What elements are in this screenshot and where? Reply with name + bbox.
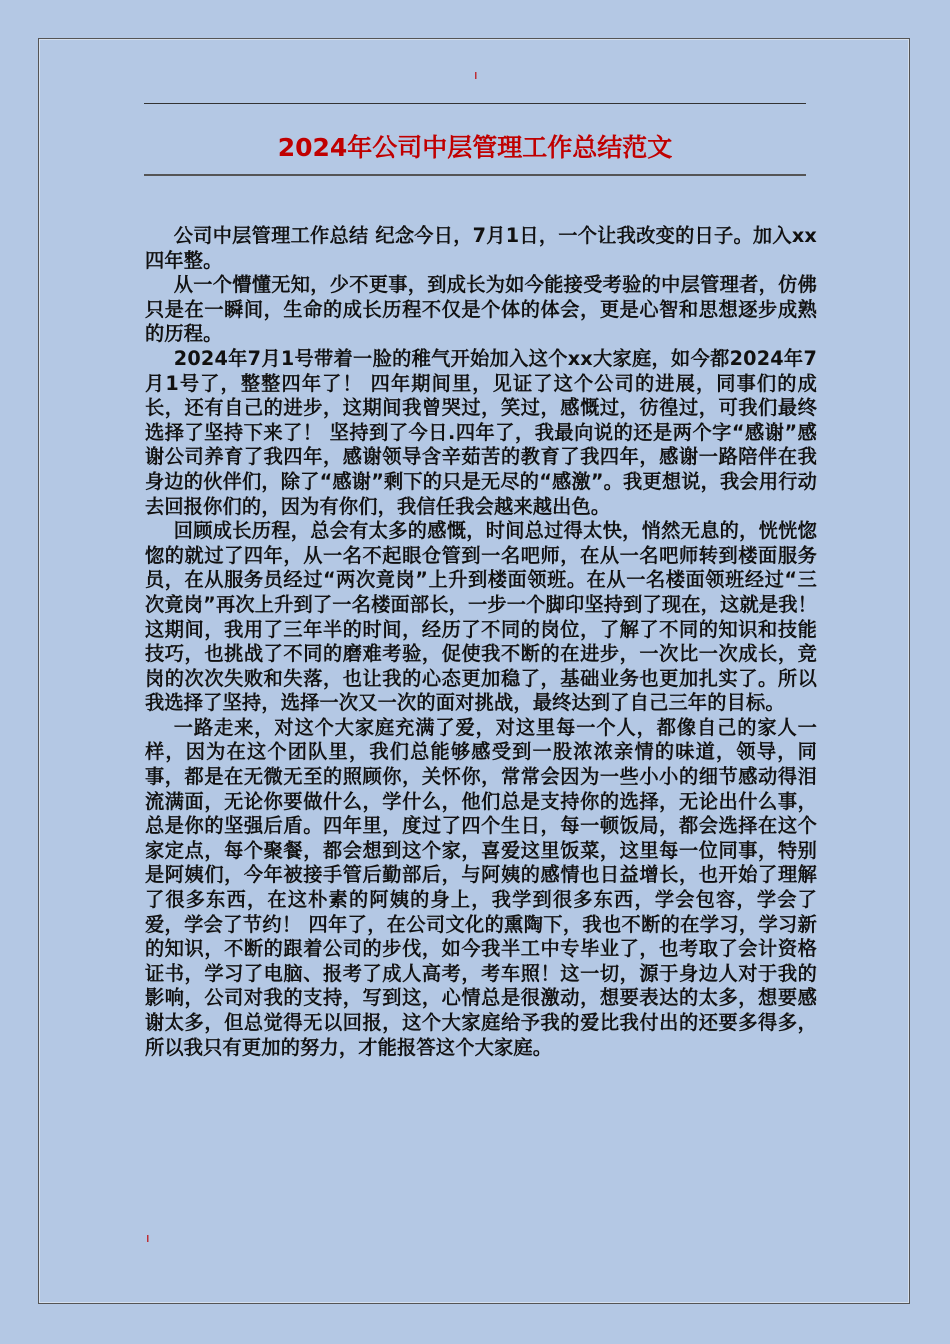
header-divider [144, 103, 806, 104]
header-mark: ı [474, 67, 478, 82]
paragraph-intro: 公司中层管理工作总结 纪念今日，7月1日，一个让我改变的日子。加入xx四年整。 [145, 224, 817, 272]
footer-mark: ı [146, 1230, 150, 1245]
paragraph-growth: 从一个懵懂无知，少不更事，到成长为如今能接受考验的中层管理者，仿佛只是在一瞬间，生命的成长历程不仅是个体的体会，更是心智和思想逐步成熟的历程。 [145, 273, 817, 346]
paragraph-thanks: 2024年7月1号带着一脸的稚气开始加入这个xx大家庭，如今都2024年7月1号了，整整四年了！ 四年期间里，见证了这个公司的进展，同事们的成长，还有自己的进步，这期间我曾哭过，笑过，感慨过，彷徨过，可我们最终选择了坚持下来了！ 坚持到了今日.四年了，我最向说的还是两个字“感谢”感谢公司养育了我四年，感谢领导含辛茹苦的教育了我四年，感谢一路陪伴在我身边的伙伴们，除了“感谢”剩下的只是无尽的“感激”。我更想说，我会用行动去回报你们的，因为有你们，我信任我会越来越出色。 [145, 346, 817, 518]
paragraph-career: 回顾成长历程，总会有太多的感慨，时间总过得太快，悄然无息的，恍恍惚惚的就过了四年，从一名不起眼仓管到一名吧师，在从一名吧师转到楼面服务员，在从服务员经过“两次竟岗”上升到楼面领班。在从一名楼面领班经过“三次竟岗”再次上升到了一名楼面部长，一步一个脚印坚持到了现在，这就是我！这期间，我用了三年半的时间，经历了不同的岗位，了解了不同的知识和技能技巧，也挑战了不同的磨难考验，促使我不断的在进步，一次比一次成长，竞岗的次次失败和失落，也让我的心态更加稳了，基础业务也更加扎实了。所以我选择了坚持，选择一次又一次的面对挑战，最终达到了自己三年的目标。 [145, 519, 817, 715]
paragraph-family: 一路走来，对这个大家庭充满了爱，对这里每一个人，都像自己的家人一样，因为在这个团队里，我们总能够感受到一股浓浓亲情的味道，领导，同事，都是在无微无至的照顾你，关怀你，常常会因为一些小小的细节感动得泪流满面，无论你要做什么，学什么，他们总是支持你的选择，无论出什么事，总是你的坚强后盾。四年里，度过了四个生日，每一顿饭局，都会选择在这个家定点，每个聚餐，都会想到这个家，喜爱这里饭菜，这里每一位同事，特别是阿姨们，今年被接手管后勤部后，与阿姨的感情也日益增长，也开始了理解了很多东西，在这朴素的阿姨的身上，我学到很多东西，学会包容，学会了爱，学会了节约！ 四年了，在公司文化的熏陶下，我也不断的在学习，学习新的知识，不断的跟着公司的步伐，如今我半工中专毕业了，也考取了会计资格证书，学习了电脑、报考了成人高考，考车照！这一切，源于身边人对于我的影响，公司对我的支持，写到这，心情总是很激动，想要表达的太多，想要感谢太多，但总觉得无以回报，这个大家庭给予我的爱比我付出的还要多得多，所以我只有更加的努力，才能报答这个大家庭。 [145, 715, 817, 1059]
document-body [145, 224, 817, 1060]
document-title: 2024年公司中层管理工作总结范文 [277, 133, 673, 162]
title-divider [144, 174, 806, 176]
